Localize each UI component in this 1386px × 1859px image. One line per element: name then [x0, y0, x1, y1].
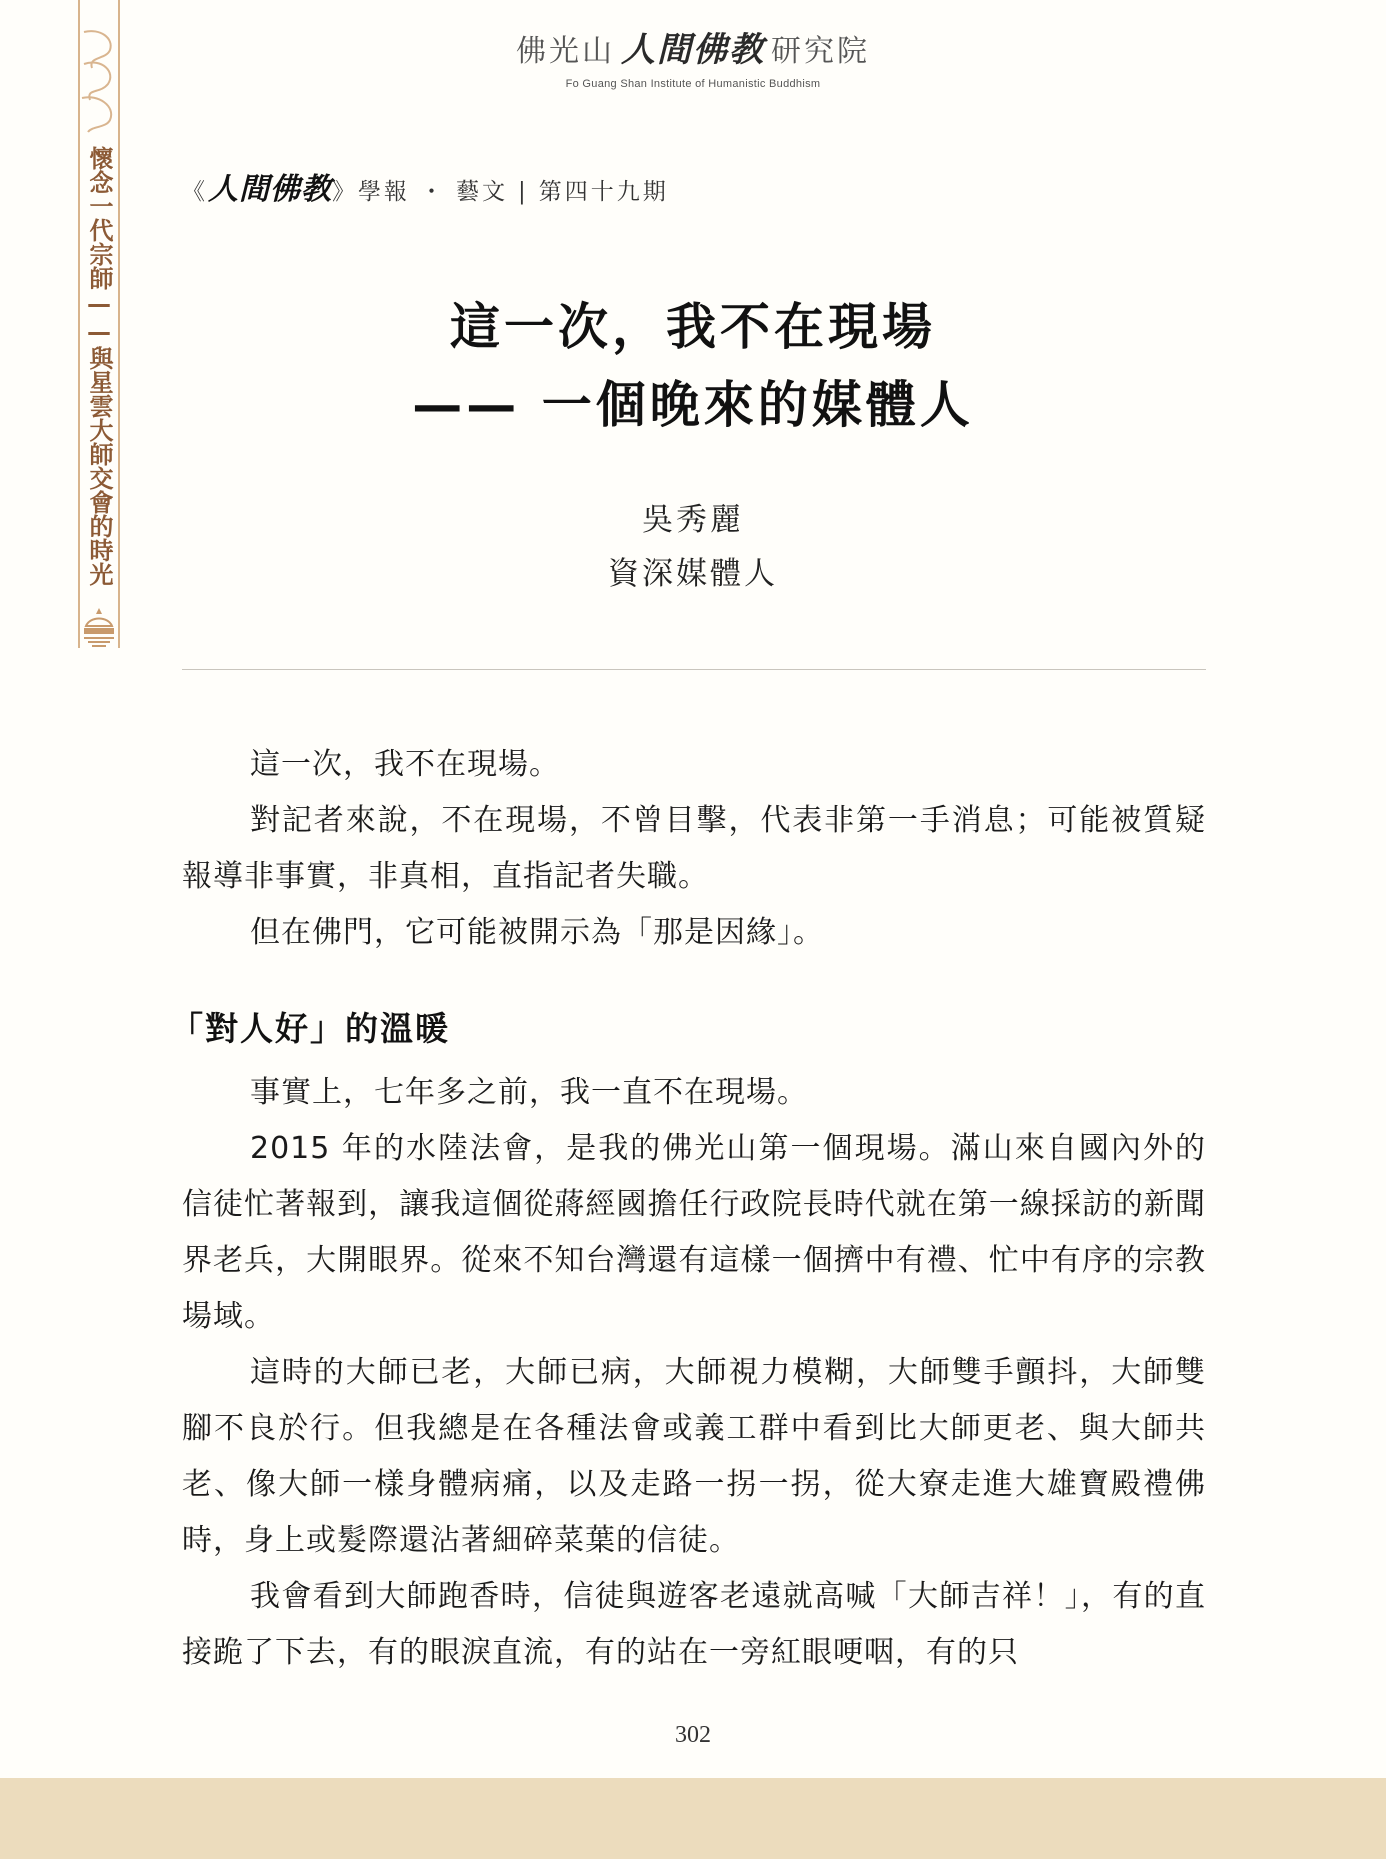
institute-english-name: Fo Guang Shan Institute of Humanistic Buddhism [565, 78, 821, 90]
article-subtitle: —— 一個晚來的媒體人 [412, 376, 974, 434]
institute-prefix: 佛光山 [516, 34, 615, 69]
footer-band [0, 1778, 1386, 1859]
author-name: 吳秀麗 [642, 502, 744, 538]
side-column-title: 懷念一代宗師——與星雲大師交會的時光 [85, 146, 113, 586]
journal-running-head [182, 164, 669, 208]
section-heading: 「對人好」的溫暖 [170, 1009, 450, 1048]
article-title-block [0, 292, 1386, 440]
institute-name [0, 30, 1386, 72]
article-body [170, 737, 1206, 1681]
body-paragraph: 2015 年的水陸法會，是我的佛光山第一個現場。滿山來自國內外的信徒忙著報到，讓我這個從蔣經國擔任行政院長時代就在第一線採訪的新聞界老兵，大開眼界。從來不知台灣還有這樣一個擠中有禮、忙中有序的宗教場域。 [182, 1131, 1206, 1334]
journal-close-bracket: 》 [332, 179, 358, 205]
lotus-seal-icon [80, 606, 118, 648]
author-affiliation: 資深媒體人 [608, 556, 778, 592]
journal-brand: 人間佛教 [208, 172, 332, 207]
body-paragraph: 這一次，我不在現場。 [250, 747, 560, 782]
journal-section: 藝文 [456, 179, 508, 205]
body-paragraph: 但在佛門，它可能被開示為「那是因緣」。 [250, 915, 824, 950]
page-header [0, 30, 1386, 90]
body-paragraph: 這時的大師已老，大師已病，大師視力模糊，大師雙手顫抖，大師雙腳不良於行。但我總是在各種法會或義工群中看到比大師更老、與大師共老、像大師一樣身體病痛，以及走路一拐一拐，從大寮走進大雄寶殿禮佛時，身上或髮際還沾著細碎菜葉的信徒。 [182, 1355, 1206, 1558]
article-title: 這一次，我不在現場 [450, 298, 936, 356]
institute-brand: 人間佛教 [621, 30, 765, 70]
institute-suffix: 研究院 [771, 34, 870, 69]
author-block [0, 496, 1386, 598]
body-paragraph: 我會看到大師跑香時，信徒與遊客老遠就高喊「大師吉祥！」，有的直接跪了下去，有的眼淚直流，有的站在一旁紅眼哽咽，有的只 [182, 1579, 1206, 1670]
body-paragraph: 事實上，七年多之前，我一直不在現場。 [250, 1075, 808, 1110]
body-paragraph: 對記者來說，不在現場，不曾目擊，代表非第一手消息；可能被質疑報導非事實，非真相，直指記者失職。 [182, 803, 1206, 894]
journal-dot: ・ [420, 179, 446, 205]
journal-open-bracket: 《 [182, 179, 208, 205]
page-number: 302 [675, 1722, 711, 1748]
journal-rest: 學報 [358, 179, 410, 205]
journal-issue: 第四十九期 [538, 179, 669, 205]
title-divider [182, 669, 1206, 670]
journal-bar: | [518, 179, 529, 205]
